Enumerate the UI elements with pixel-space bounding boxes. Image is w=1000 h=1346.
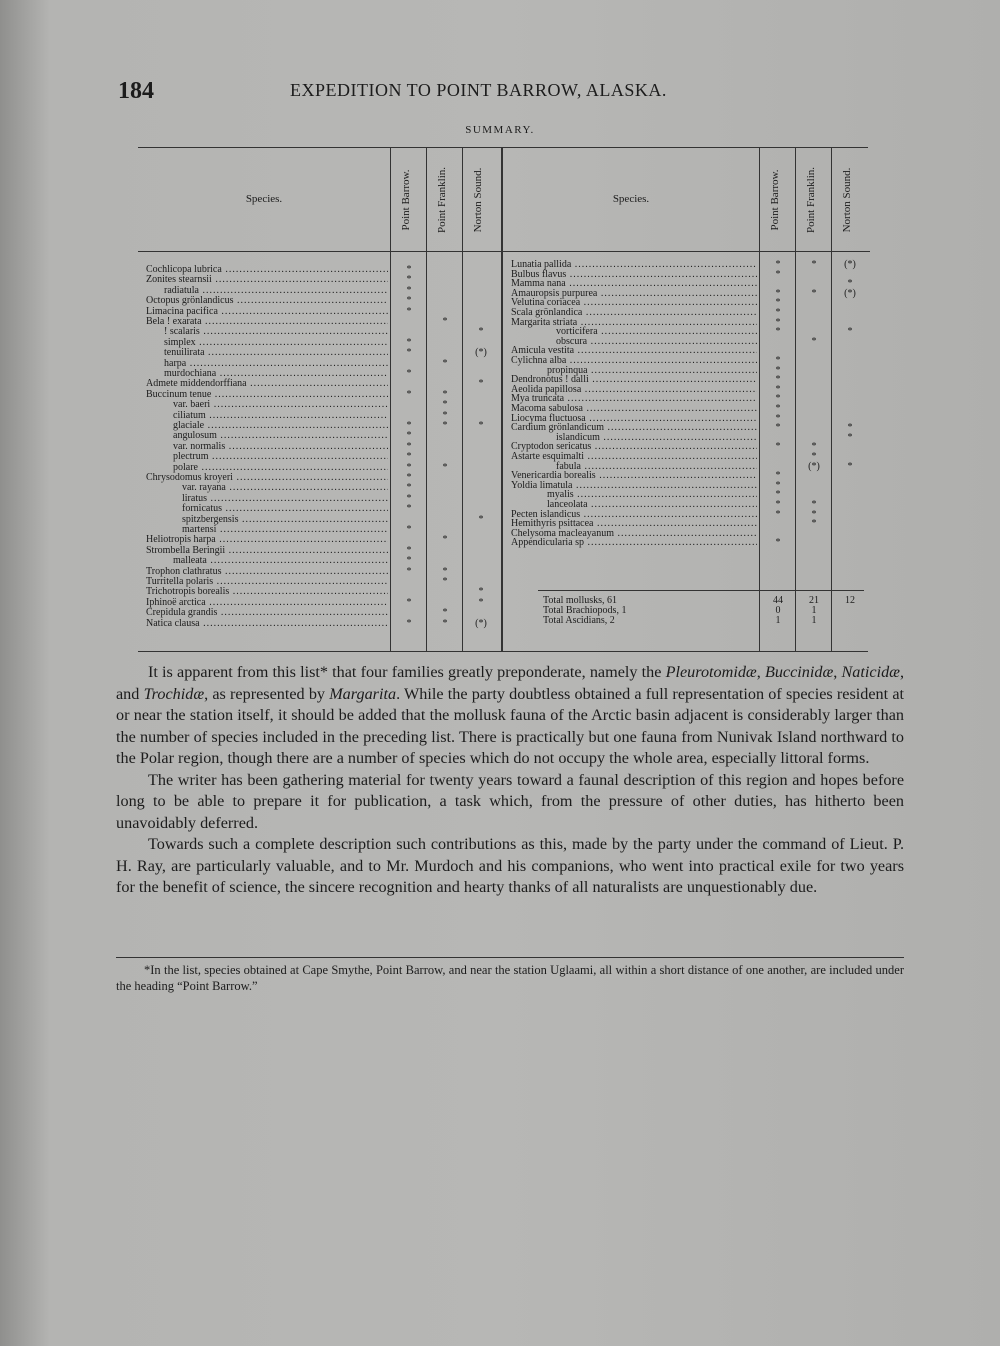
presence-mark: * [847, 326, 853, 338]
presence-mark: * [811, 441, 817, 453]
species-name: Appendicularia sp ..... [511, 537, 757, 548]
col-head-point-franklin-right: Point Franklin. [805, 166, 817, 233]
presence-mark: (*) [475, 347, 487, 359]
presence-mark: * [478, 513, 484, 525]
presence-mark: * [775, 259, 781, 270]
table-row [138, 493, 501, 504]
paragraph-1: It is apparent from this list* that four families greatly preponderate, namely the Pleurotomidæ, Buccinidæ, Naticidæ, and Trochidæ, as represented by Margarita. While the party doubtless obtained a full representation of species resident at or near the station itself, it should be added that the mollusk fauna of the Arctic basin adjacent is considerably larger than the number of species included in the preceding list. There is practically but one fauna from Nunivak Island northward to the Polar region, though there are a number of species which do not occupy the whole area, especially littoral forms. [116, 663, 905, 767]
presence-mark: * [406, 565, 412, 577]
species-name: Crepidula grandis ..... [146, 607, 388, 618]
presence-mark: * [442, 399, 448, 411]
presence-mark: * [775, 441, 781, 453]
presence-mark: * [442, 576, 448, 587]
totals-rule [538, 590, 864, 591]
running-head: EXPEDITION TO POINT BARROW, ALASKA. [290, 80, 667, 100]
species-name: Heliotropis harpa ..... [146, 534, 388, 545]
table-row [138, 597, 501, 608]
presence-mark: * [442, 565, 448, 577]
table-row [138, 514, 501, 525]
species-name: simplex ..... [164, 337, 388, 348]
species-name: malleata ..... [173, 555, 388, 566]
presence-mark: (*) [844, 287, 856, 299]
presence-mark: * [775, 364, 781, 376]
presence-mark: * [775, 393, 781, 405]
presence-mark: (*) [844, 259, 856, 270]
summary-right-half [501, 148, 870, 651]
presence-mark: * [775, 316, 781, 328]
presence-mark: * [478, 420, 484, 431]
presence-mark: * [406, 555, 412, 567]
species-name: Chrysodomus kroyeri ..... [146, 472, 388, 483]
presence-mark: * [847, 431, 853, 443]
paragraph-3: Towards such a complete description such contributions as this, made by the party under the command of Lieut. P. H. Ray, are particularly valuable, and to Mr. Murdoch and his companions, who went into practical exile for two years for the benefit of science, the sincere recognition and hearty thanks of all naturalists are unquestionably due. [116, 835, 904, 896]
table-row [138, 378, 501, 389]
species-name: Amauropsis purpurea ..... [511, 288, 757, 299]
presence-mark: * [775, 422, 781, 434]
table-row [138, 534, 501, 545]
species-name: propinqua ..... [547, 365, 757, 376]
species-name: Limacina pacifica ..... [146, 306, 388, 317]
totals-value: 0 [775, 605, 781, 616]
presence-mark: * [406, 596, 412, 608]
totals-value: 1 [811, 615, 817, 626]
presence-mark: * [811, 499, 817, 510]
presence-mark: * [406, 430, 412, 442]
totals-value: 21 [809, 595, 819, 606]
presence-mark: * [406, 274, 412, 286]
presence-mark: * [442, 461, 448, 473]
species-name: Bulbus flavus ..... [511, 269, 757, 280]
species-name: Amicula vestita ..... [511, 345, 757, 356]
species-name: Pecten islandicus ..... [511, 509, 757, 520]
presence-mark: * [775, 537, 781, 549]
presence-mark: * [442, 534, 448, 546]
col-head-point-barrow-left: Point Barrow. [400, 168, 412, 231]
col-head-norton-sound-right: Norton Sound. [841, 167, 853, 232]
presence-mark: * [811, 335, 817, 347]
presence-mark: * [406, 482, 412, 494]
table-row [138, 482, 501, 493]
summary-table [138, 147, 868, 652]
species-name: Cochlicopa lubrica ..... [146, 264, 388, 275]
presence-mark: * [406, 440, 412, 452]
species-name: ciliatum ..... [173, 410, 388, 421]
species-name: ! scalaris ..... [164, 326, 388, 337]
species-name: var. rayana ..... [182, 482, 388, 493]
presence-mark: * [775, 470, 781, 482]
presence-mark: * [775, 287, 781, 299]
table-title: SUMMARY. [465, 124, 535, 136]
table-row [138, 316, 501, 327]
species-name: Astarte esquimalti ..... [511, 451, 757, 462]
presence-mark: * [406, 305, 412, 317]
species-name: plectrum ..... [173, 451, 388, 462]
presence-mark: * [775, 403, 781, 414]
species-name: vorticifera ..... [556, 326, 757, 337]
table-row [138, 306, 501, 317]
table-row [138, 347, 501, 358]
species-name: islandicum ..... [556, 432, 757, 443]
species-name: var. normalis ..... [173, 441, 388, 452]
paragraph-2: The writer has been gathering material for twenty years toward a faunal description of this region and hopes before long to be able to prepare it for publication, a task which, from the pressure of other duties, has hitherto been unavoidably deferred. [116, 770, 904, 832]
presence-mark: * [847, 422, 853, 434]
species-name: harpa ..... [164, 358, 388, 369]
species-name: myalis ..... [547, 489, 757, 500]
species-name: Iphinoë arctica ..... [146, 597, 388, 608]
presence-mark: * [406, 388, 412, 400]
presence-mark: * [406, 617, 412, 629]
table-row [138, 586, 501, 597]
species-name: radiatula ..... [164, 285, 388, 296]
col-head-point-franklin-left: Point Franklin. [436, 166, 448, 233]
table-row [138, 462, 501, 473]
presence-mark: * [406, 544, 412, 556]
species-name: fabula ..... [556, 461, 757, 472]
table-row [138, 410, 501, 421]
species-name: Cylichna alba ..... [511, 355, 757, 366]
presence-mark: * [775, 268, 781, 280]
presence-mark: * [406, 461, 412, 473]
presence-mark: * [406, 368, 412, 379]
species-name: Chelysoma macleayanum ..... [511, 528, 757, 539]
species-name: Lunatia pallida ..... [511, 259, 757, 270]
presence-mark: * [442, 316, 448, 327]
presence-mark: * [442, 357, 448, 369]
table-row [138, 358, 501, 369]
table-row [138, 399, 501, 410]
col-head-norton-sound-left: Norton Sound. [472, 167, 484, 232]
species-name: Mya truncata ..... [511, 393, 757, 404]
species-name: Liocyma fluctuosa ..... [511, 413, 757, 424]
species-name: liratus ..... [182, 493, 388, 504]
show-through-1 [120, 1080, 910, 1097]
presence-mark: * [442, 607, 448, 619]
presence-mark: * [811, 508, 817, 520]
presence-mark: * [406, 503, 412, 515]
table-row [138, 503, 501, 514]
table-row [138, 441, 501, 452]
page-header [118, 78, 718, 108]
presence-mark: * [406, 451, 412, 463]
presence-mark: * [811, 287, 817, 299]
species-name: Admete middendorffiana ..... [146, 378, 388, 389]
species-name: glaciale ..... [173, 420, 388, 431]
totals-value: 12 [845, 595, 855, 606]
presence-mark: * [775, 489, 781, 501]
table-row [138, 337, 501, 348]
table-row [138, 264, 501, 275]
presence-mark: * [406, 524, 412, 535]
table-row [138, 368, 501, 379]
table-row [138, 566, 501, 577]
species-name: Velutina coriacea ..... [511, 297, 757, 308]
totals-value: 1 [811, 605, 817, 616]
presence-mark: * [442, 420, 448, 431]
presence-mark: * [775, 297, 781, 309]
presence-mark: * [478, 378, 484, 390]
presence-mark: * [775, 374, 781, 386]
species-name: var. baeri ..... [173, 399, 388, 410]
table-row [138, 285, 501, 296]
species-name: Hemithyris psittacea ..... [511, 518, 757, 529]
presence-mark: * [775, 326, 781, 338]
presence-mark: * [811, 259, 817, 270]
species-name: Scala grönlandica ..... [511, 307, 757, 318]
species-name: tenuilirata ..... [164, 347, 388, 358]
presence-mark: * [442, 409, 448, 421]
presence-mark: * [406, 295, 412, 307]
species-name: murdochiana ..... [164, 368, 388, 379]
species-name: spitzbergensis ..... [182, 514, 388, 525]
presence-mark: * [442, 617, 448, 629]
species-name: Strombella Beringii ..... [146, 545, 388, 556]
species-name: Aeolida papillosa ..... [511, 384, 757, 395]
species-name: Trichotropis borealis ..... [146, 586, 388, 597]
table-row [138, 545, 501, 556]
totals-row [503, 615, 870, 626]
table-row [138, 295, 501, 306]
species-name: Zonites stearnsii ..... [146, 274, 388, 285]
presence-mark: * [775, 307, 781, 318]
species-heading-left: Species. [245, 193, 283, 205]
presence-mark: * [775, 508, 781, 520]
species-name: fornicatus ..... [182, 503, 388, 514]
totals-label: Total Ascidians, 2 [543, 615, 615, 626]
presence-mark: * [406, 472, 412, 483]
body-text [116, 662, 904, 899]
footnote: *In the list, species obtained at Cape Smythe, Point Barrow, and near the station Uglaami, all within a short distance of one another, are included under the heading “Point Barrow.” [116, 963, 904, 993]
species-name: Bela ! exarata ..... [146, 316, 388, 327]
table-row [138, 555, 501, 566]
species-name: polare ..... [173, 462, 388, 473]
presence-mark: * [775, 479, 781, 491]
totals-label: Total Brachiopods, 1 [543, 605, 627, 616]
species-name: Buccinum tenue ..... [146, 389, 388, 400]
presence-mark: * [406, 347, 412, 359]
table-row [138, 430, 501, 441]
table-row [138, 524, 501, 535]
species-name: angulosum ..... [173, 430, 388, 441]
presence-mark: * [775, 355, 781, 366]
species-name: Macoma sabulosa ..... [511, 403, 757, 414]
table-row [138, 274, 501, 285]
presence-mark: * [811, 451, 817, 462]
totals-value: 44 [773, 595, 783, 606]
species-name: obscura ..... [556, 336, 757, 347]
presence-mark: * [847, 460, 853, 472]
presence-mark: * [406, 420, 412, 431]
presence-mark: * [811, 518, 817, 530]
table-row [138, 420, 501, 431]
species-name: Turritella polaris ..... [146, 576, 388, 587]
presence-mark: * [406, 264, 412, 275]
species-name: Cryptodon sericatus ..... [511, 441, 757, 452]
presence-mark: * [478, 326, 484, 338]
presence-mark: * [478, 596, 484, 608]
species-name: Cardium grönlandicum ..... [511, 422, 757, 433]
species-name: Mamma nana ..... [511, 278, 757, 289]
footnote-rule [116, 957, 904, 958]
presence-mark: * [478, 586, 484, 598]
presence-mark: * [775, 383, 781, 395]
species-name: Margarita striata ..... [511, 317, 757, 328]
totals-label: Total mollusks, 61 [543, 595, 618, 606]
species-name: Dendronotus ! dalli ..... [511, 374, 757, 385]
species-name: Trophon clathratus ..... [146, 566, 388, 577]
table-row [138, 389, 501, 400]
species-name: Yoldia limatula ..... [511, 480, 757, 491]
table-row [138, 576, 501, 587]
species-name: Natica clausa ..... [146, 618, 388, 629]
page-number: 184 [118, 78, 154, 104]
table-row [138, 618, 501, 629]
col-head-point-barrow-right: Point Barrow. [769, 168, 781, 231]
totals-value: 1 [775, 615, 781, 626]
species-name: martensi ..... [182, 524, 388, 535]
presence-mark: * [775, 412, 781, 424]
species-name: lanceolata ..... [547, 499, 757, 510]
table-row [138, 326, 501, 337]
species-name: Octopus grönlandicus ..... [146, 295, 388, 306]
species-name: Venericardia borealis ..... [511, 470, 757, 481]
presence-mark: * [775, 499, 781, 510]
presence-mark: * [406, 284, 412, 296]
summary-left-half [138, 148, 501, 651]
table-row [138, 451, 501, 462]
presence-mark: (*) [475, 617, 487, 629]
table-row [138, 607, 501, 618]
presence-mark: * [847, 278, 853, 290]
presence-mark: * [406, 336, 412, 348]
table-row [138, 472, 501, 483]
presence-mark: (*) [808, 460, 820, 472]
species-heading-right: Species. [612, 193, 650, 205]
table-row [503, 537, 870, 548]
presence-mark: * [406, 492, 412, 504]
presence-mark: * [442, 388, 448, 400]
